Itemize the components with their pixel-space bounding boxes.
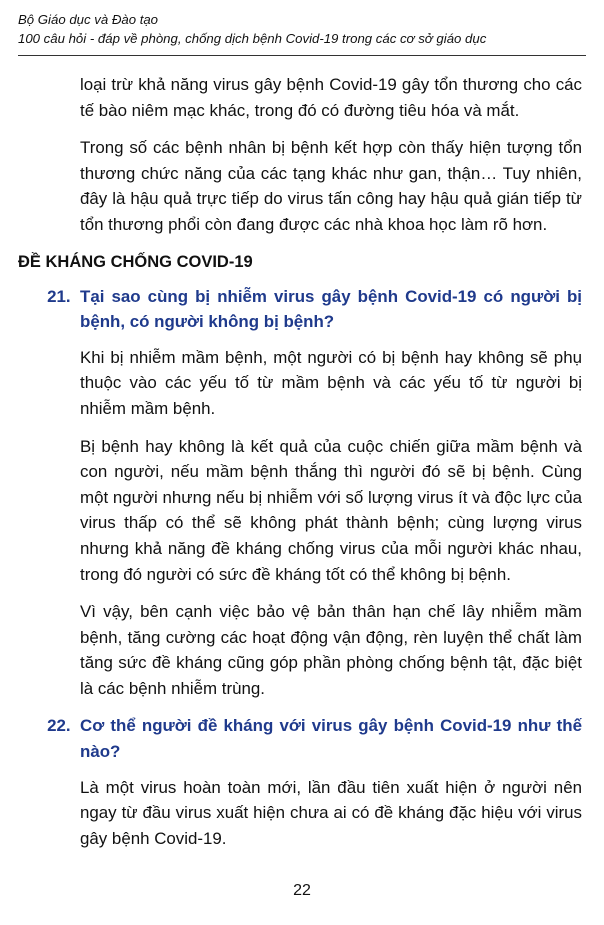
intro-paragraph: loại trừ khả năng virus gây bệnh Covid-19 gây tổn thương cho các tế bào niêm mạc khác, trong đó có đường tiêu hóa và mắt. xyxy=(80,75,582,120)
question-text: Cơ thể người đề kháng với virus gây bệnh Covid-19 như thế nào? xyxy=(80,716,582,762)
page-number: 22 xyxy=(293,882,311,899)
page-content xyxy=(0,72,604,863)
answer-paragraph: Khi bị nhiễm mầm bệnh, một người có bị bệnh hay không sẽ phụ thuộc vào các yếu tố từ mầm bệnh và các yếu tố từ người bị nhiễm mầm bệnh. xyxy=(80,347,582,418)
question-number: 21. xyxy=(47,286,71,306)
header-org: Bộ Giáo dục và Đào tạo xyxy=(18,12,159,27)
answer-paragraph: Là một virus hoàn toàn mới, lần đầu tiên xuất hiện ở người nên ngay từ đầu virus xuất hiện chưa ai có đề kháng đặc hiệu với virus gây bệnh Covid-19. xyxy=(80,777,582,848)
intro-paragraph: Trong số các bệnh nhân bị bệnh kết hợp còn thấy hiện tượng tổn thương chức năng của các tạng khác như gan, thận… Tuy nhiên, đây là hậu quả trực tiếp do virus tấn công hay hậu quả gián tiếp từ tổn thương phổi còn đang được các nhà khoa học làm rõ hơn. xyxy=(80,138,582,234)
answer-paragraph: Bị bệnh hay không là kết quả của cuộc chiến giữa mầm bệnh và con người, nếu mầm bệnh thắng thì người đó sẽ bị bệnh. Cùng một người nhưng nếu bị nhiễm với số lượng virus ít và độc lực của virus thấp có thể sẽ không phát thành bệnh; cùng lượng virus nhưng khả năng đề kháng chống virus của mỗi người khác nhau, trong đó người có sức đề kháng tốt có thể không bị bệnh. xyxy=(80,436,582,584)
question-number: 22. xyxy=(47,716,71,736)
header-divider xyxy=(18,55,586,56)
section-title: ĐỀ KHÁNG CHỐNG COVID-19 xyxy=(18,252,253,271)
answer-paragraph: Vì vậy, bên cạnh việc bảo vệ bản thân hạn chế lây nhiễm mầm bệnh, tăng cường các hoạt động vận động, rèn luyện thể chất làm tăng sức đề kháng cũng góp phần phòng chống bệnh tật, đặc biệt là các bệnh nhiễm trùng. xyxy=(80,602,582,698)
page-header xyxy=(18,10,592,48)
header-doc-title: 100 câu hỏi - đáp về phòng, chống dịch bệnh Covid-19 trong các cơ sở giáo dục xyxy=(18,31,487,46)
question-heading xyxy=(18,713,582,764)
question-heading xyxy=(18,284,582,335)
question-text: Tại sao cùng bị nhiễm virus gây bệnh Covid-19 có người bị bệnh, có người không bị bệnh? xyxy=(80,286,582,332)
